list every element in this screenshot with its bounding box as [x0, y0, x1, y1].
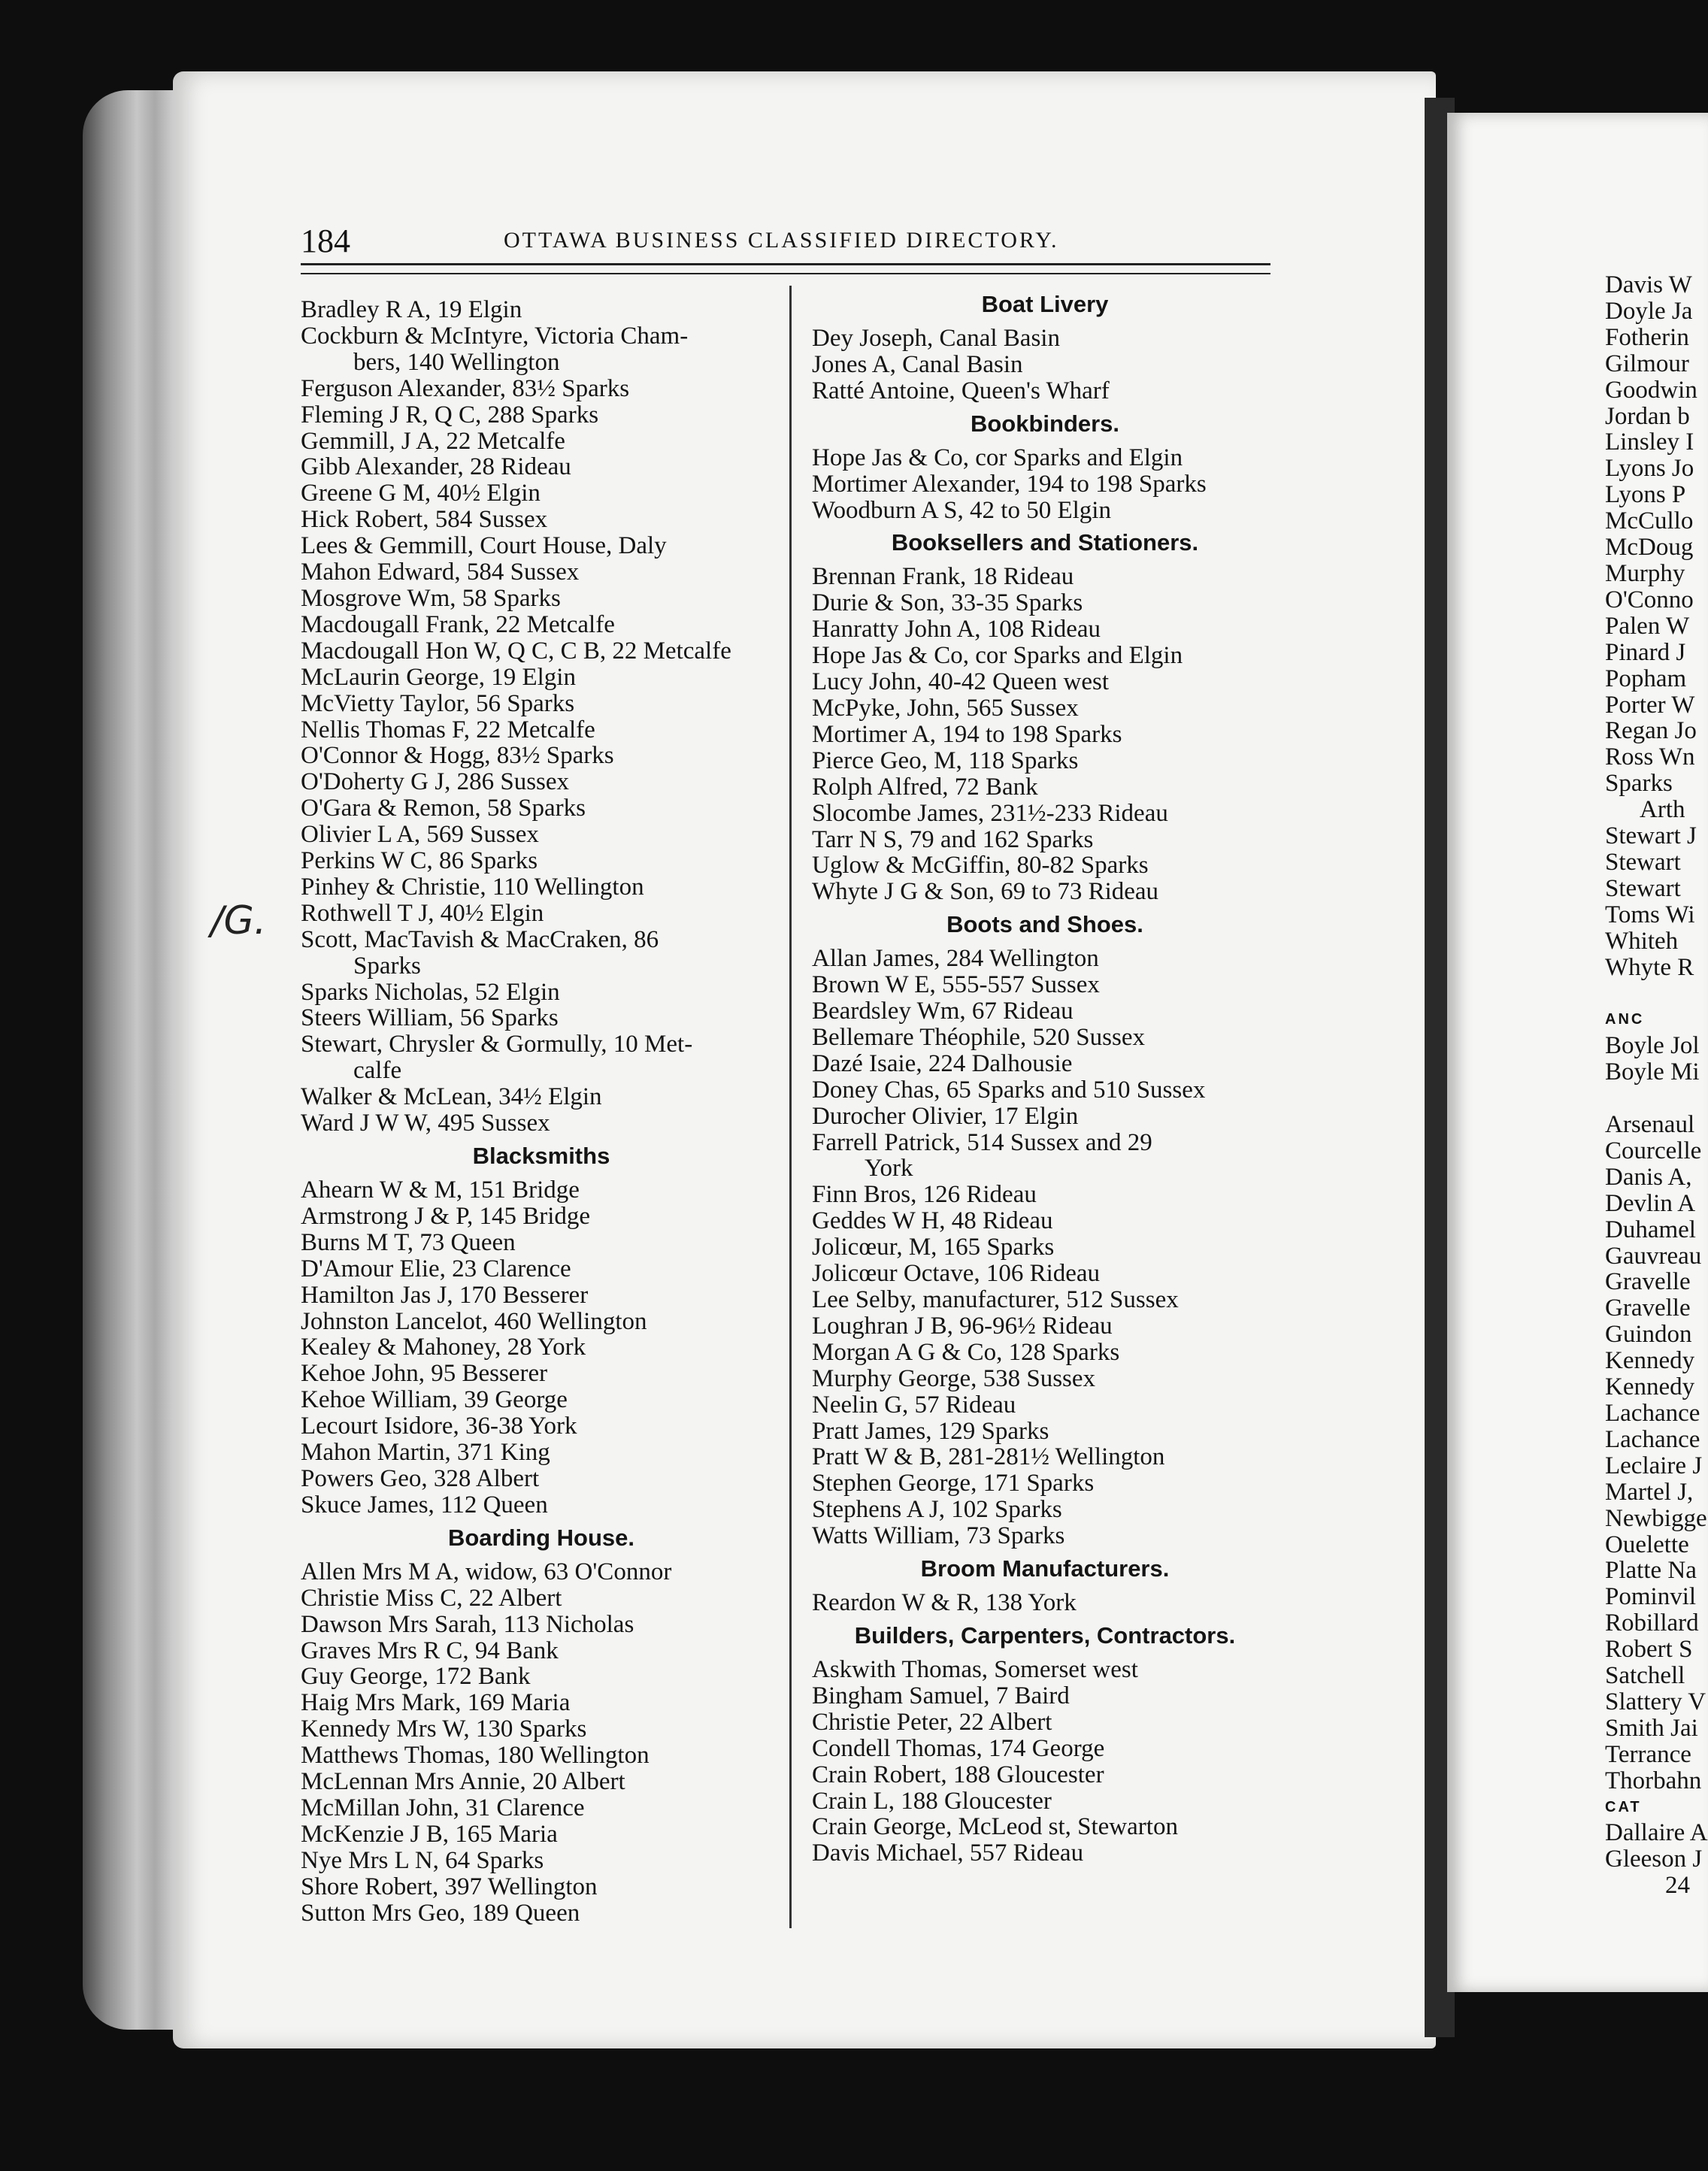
directory-entry: Geddes W H, 48 Rideau	[812, 1207, 1053, 1235]
facing-page-fragment: McDoug	[1605, 534, 1694, 562]
facing-page-fragment: Lyons Jo	[1605, 455, 1694, 483]
directory-entry: Lucy John, 40-42 Queen west	[812, 668, 1110, 696]
directory-entry: Sutton Mrs Geo, 189 Queen	[301, 1899, 580, 1927]
directory-entry: Hope Jas & Co, cor Sparks and Elgin	[812, 444, 1183, 471]
section-blacksmiths	[301, 1138, 782, 1518]
directory-entry: Davis Michael, 557 Rideau	[812, 1839, 1084, 1867]
directory-entry: Ferguson Alexander, 83½ Sparks	[301, 374, 630, 402]
directory-entry: Graves Mrs R C, 94 Bank	[301, 1637, 559, 1664]
facing-page-fragment: 24	[1665, 1872, 1690, 1900]
directory-entry: Durie & Son, 33-35 Sparks	[812, 589, 1083, 617]
directory-entry: Allen Mrs M A, widow, 63 O'Connor	[301, 1558, 672, 1585]
facing-page-fragment: Devlin A	[1605, 1189, 1696, 1217]
facing-page-fragment: Gravelle	[1605, 1268, 1691, 1296]
facing-page-fragment: Doyle Ja	[1605, 297, 1693, 325]
directory-entry: Kehoe William, 39 George	[301, 1386, 568, 1414]
section-heading: Boarding House.	[447, 1524, 634, 1551]
facing-page-fragment: Lyons P	[1605, 481, 1686, 509]
running-head	[301, 222, 1270, 259]
facing-page-fragment: Stewart	[1605, 874, 1681, 902]
right-column	[812, 291, 1278, 1867]
section-heading: Broom Manufacturers.	[920, 1555, 1170, 1582]
directory-entry: Scott, MacTavish & MacCraken, 86	[301, 925, 659, 953]
section-heading: Builders, Carpenters, Contractors.	[854, 1621, 1236, 1649]
directory-entry: McMillan John, 31 Clarence	[301, 1794, 585, 1821]
directory-entry: Gibb Alexander, 28 Rideau	[301, 453, 571, 481]
facing-page-fragment: Robert S	[1605, 1636, 1693, 1664]
section-heading: Bookbinders.	[970, 410, 1120, 437]
directory-entry: Slocombe James, 231½-233 Rideau	[812, 799, 1168, 827]
facing-page-fragment: Whiteh	[1605, 927, 1679, 955]
directory-entry: Loughran J B, 96-96½ Rideau	[812, 1312, 1113, 1340]
section-heading: Booksellers and Stationers.	[891, 529, 1199, 556]
directory-entry: McLennan Mrs Annie, 20 Albert	[301, 1768, 625, 1796]
section-builders	[812, 1618, 1278, 1867]
directory-entry: Lee Selby, manufacturer, 512 Sussex	[812, 1286, 1179, 1313]
directory-entry: Mahon Edward, 584 Sussex	[301, 559, 580, 586]
directory-entry: Rolph Alfred, 72 Bank	[812, 773, 1038, 801]
directory-entry: Ahearn W & M, 151 Bridge	[301, 1176, 580, 1204]
directory-entry: Matthews Thomas, 180 Wellington	[301, 1742, 650, 1770]
directory-entry: Askwith Thomas, Somerset west	[812, 1655, 1138, 1683]
directory-entry: Macdougall Hon W, Q C, C B, 22 Metcalfe	[301, 637, 731, 665]
directory-entry: Brown W E, 555-557 Sussex	[812, 971, 1100, 999]
facing-page-fragment	[1605, 980, 1708, 1007]
facing-page-fragment: Gilmour	[1605, 350, 1689, 377]
header-rule	[301, 263, 1270, 274]
directory-entry: Powers Geo, 328 Albert	[301, 1464, 540, 1492]
left-column	[301, 297, 782, 1926]
directory-entry: Pratt James, 129 Sparks	[812, 1417, 1049, 1445]
facing-page-fragment: Regan Jo	[1605, 717, 1697, 745]
directory-entry: Hamilton Jas J, 170 Besserer	[301, 1281, 589, 1309]
facing-page-fragment: Guindon	[1605, 1321, 1692, 1349]
directory-entry: Bingham Samuel, 7 Baird	[812, 1682, 1070, 1709]
facing-page-fragment: Stewart	[1605, 848, 1681, 876]
directory-entry: Crain George, McLeod st, Stewarton	[812, 1813, 1178, 1841]
directory-entry: bers, 140 Wellington	[353, 348, 560, 376]
handwritten-annotation: /G.	[210, 898, 267, 943]
directory-entry: Mahon Martin, 371 King	[301, 1439, 550, 1467]
facing-page-fragment: Whyte R	[1605, 953, 1694, 981]
section-bookbinders	[812, 406, 1278, 524]
facing-page-fragment: Pominvil	[1605, 1583, 1697, 1611]
directory-entry: McKenzie J B, 165 Maria	[301, 1820, 558, 1848]
facing-page-fragment: Dallaire A	[1605, 1819, 1708, 1847]
facing-page-fragment: Martel J,	[1605, 1478, 1694, 1506]
directory-entry: Jolicœur Octave, 106 Rideau	[812, 1260, 1101, 1288]
directory-entry: Macdougall Frank, 22 Metcalfe	[301, 610, 615, 638]
facing-page-fragment: O'Conno	[1605, 586, 1694, 613]
directory-entry: McLaurin George, 19 Elgin	[301, 663, 576, 691]
directory-entry: McPyke, John, 565 Sussex	[812, 694, 1079, 722]
directory-entry: Allan James, 284 Wellington	[812, 945, 1099, 973]
directory-entry: Guy George, 172 Bank	[301, 1663, 531, 1691]
facing-page-fragment: Fotherin	[1605, 323, 1689, 351]
directory-entry: Dawson Mrs Sarah, 113 Nicholas	[301, 1610, 634, 1638]
page-title: OTTAWA BUSINESS CLASSIFIED DIRECTORY.	[504, 228, 1059, 253]
facing-page-fragment	[1605, 1086, 1708, 1112]
directory-entry: Woodburn A S, 42 to 50 Elgin	[812, 496, 1111, 524]
facing-page-fragment: Terrance	[1605, 1740, 1691, 1768]
section-broom-manufacturers	[812, 1551, 1278, 1616]
directory-entry: Nellis Thomas F, 22 Metcalfe	[301, 716, 595, 743]
directory-entry: York	[865, 1155, 913, 1182]
section-booksellers	[812, 525, 1278, 905]
directory-entry: Condell Thomas, 174 George	[812, 1734, 1105, 1762]
facing-page-fragment: Smith Jai	[1605, 1714, 1698, 1742]
directory-entry: Fleming J R, Q C, 288 Sparks	[301, 401, 599, 428]
directory-entry: Murphy George, 538 Sussex	[812, 1364, 1096, 1392]
directory-entry: Pinhey & Christie, 110 Wellington	[301, 873, 644, 901]
directory-entry: Bradley R A, 19 Elgin	[301, 296, 522, 323]
facing-page-fragment: Courcelle	[1605, 1137, 1702, 1164]
facing-page-fragment: Davis W	[1605, 271, 1692, 298]
directory-entry: O'Gara & Remon, 58 Sparks	[301, 795, 586, 822]
column-divider	[789, 286, 792, 1928]
directory-entry: Christie Peter, 22 Albert	[812, 1708, 1052, 1736]
directory-entry: D'Amour Elie, 23 Clarence	[301, 1255, 571, 1282]
facing-page-fragment: Ouelette	[1605, 1531, 1689, 1558]
section-heading: Blacksmiths	[472, 1143, 610, 1169]
directory-entry: Jones A, Canal Basin	[812, 350, 1023, 378]
directory-entry: Watts William, 73 Sparks	[812, 1522, 1065, 1550]
facing-page-fragment: McCullo	[1605, 507, 1694, 535]
facing-page-fragment: Pinard J	[1605, 638, 1686, 666]
facing-page-fragment: Murphy	[1605, 559, 1685, 587]
directory-entry: Sparks	[353, 952, 421, 980]
directory-entry: Lecourt Isidore, 36-38 York	[301, 1413, 577, 1440]
directory-entry: Stephen George, 171 Sparks	[812, 1470, 1095, 1497]
directory-entry: Stephens A J, 102 Sparks	[812, 1496, 1062, 1524]
directory-entry: Kealey & Mahoney, 28 York	[301, 1334, 586, 1361]
section-boat-livery	[812, 286, 1278, 404]
directory-entry: Haig Mrs Mark, 169 Maria	[301, 1689, 571, 1717]
facing-page-fragment: Popham	[1605, 665, 1687, 692]
directory-entry: Skuce James, 112 Queen	[301, 1491, 548, 1518]
directory-entry: Hanratty John A, 108 Rideau	[812, 616, 1101, 643]
directory-entry: Walker & McLean, 34½ Elgin	[301, 1083, 602, 1111]
directory-entry: Perkins W C, 86 Sparks	[301, 847, 538, 875]
facing-page-fragment: Boyle Jol	[1605, 1032, 1700, 1060]
directory-entry: Olivier L A, 569 Sussex	[301, 821, 539, 849]
directory-entry: Ratté Antoine, Queen's Wharf	[812, 377, 1110, 404]
facing-page-fragment: Platte Na	[1605, 1557, 1697, 1585]
directory-entry: Reardon W & R, 138 York	[812, 1589, 1077, 1617]
facing-page-fragment: Slattery V	[1605, 1688, 1706, 1715]
directory-entry: Shore Robert, 397 Wellington	[301, 1873, 598, 1900]
directory-entry: Whyte J G & Son, 69 to 73 Rideau	[812, 878, 1159, 906]
directory-entry: Bellemare Théophile, 520 Sussex	[812, 1023, 1145, 1051]
directory-entry: Hick Robert, 584 Sussex	[301, 506, 548, 534]
facing-page-fragment: Ross Wn	[1605, 743, 1695, 771]
directory-entry: Sparks Nicholas, 52 Elgin	[301, 978, 560, 1006]
directory-entry: Kehoe John, 95 Besserer	[301, 1360, 548, 1388]
directory-entry: Mortimer Alexander, 194 to 198 Sparks	[812, 470, 1207, 498]
directory-entry: Pratt W & B, 281-281½ Wellington	[812, 1443, 1165, 1471]
facing-page-fragment: Lachance	[1605, 1425, 1700, 1453]
facing-page-fragment: Sparks	[1605, 770, 1673, 798]
facing-page-fragment: Gravelle	[1605, 1294, 1691, 1322]
directory-entry: Dey Joseph, Canal Basin	[812, 325, 1060, 352]
directory-entry: Jolicœur, M, 165 Sparks	[812, 1234, 1055, 1261]
facing-page-fragment: CAT	[1605, 1798, 1642, 1815]
facing-page-fragment: ANC	[1605, 1011, 1645, 1028]
facing-page-fragment: Satchell	[1605, 1662, 1685, 1690]
section-lawyers-continued	[301, 297, 782, 1137]
directory-entry: Rothwell T J, 40½ Elgin	[301, 899, 544, 927]
facing-page-fragment: Duhamel	[1605, 1216, 1696, 1243]
directory-entry: Beardsley Wm, 67 Rideau	[812, 998, 1074, 1025]
facing-page-fragment: Stewart J	[1605, 822, 1697, 850]
directory-entry: Lees & Gemmill, Court House, Daly	[301, 532, 667, 560]
directory-entry: Johnston Lancelot, 460 Wellington	[301, 1307, 647, 1335]
directory-entry: Farrell Patrick, 514 Sussex and 29	[812, 1128, 1152, 1156]
section-heading: Boat Livery	[981, 291, 1109, 317]
directory-entry: Tarr N S, 79 and 162 Sparks	[812, 825, 1094, 853]
facing-page-fragment: Newbigge	[1605, 1504, 1707, 1532]
facing-page-fragment: Linsley I	[1605, 428, 1694, 456]
directory-entry: Brennan Frank, 18 Rideau	[812, 563, 1074, 591]
facing-page-fragment: Arsenaul	[1605, 1111, 1695, 1138]
facing-page-fragment: Goodwin	[1605, 376, 1697, 404]
facing-page-fragment: Lachance	[1605, 1399, 1700, 1427]
directory-entry: O'Connor & Hogg, 83½ Sparks	[301, 742, 614, 770]
directory-entry: Mosgrove Wm, 58 Sparks	[301, 584, 561, 612]
facing-page-fragment: Gauvreau	[1605, 1242, 1702, 1270]
section-heading: Boots and Shoes.	[946, 911, 1143, 938]
facing-page-fragment: Jordan b	[1605, 402, 1690, 430]
directory-entry: Dazé Isaie, 224 Dalhousie	[812, 1049, 1073, 1077]
directory-entry: Christie Miss C, 22 Albert	[301, 1584, 562, 1612]
directory-entry: Hope Jas & Co, cor Sparks and Elgin	[812, 642, 1183, 670]
section-boots-and-shoes	[812, 907, 1278, 1549]
facing-page-fragment: Danis A,	[1605, 1163, 1692, 1191]
facing-page-fragment: Robillard	[1605, 1609, 1699, 1637]
facing-page-fragments	[1605, 272, 1708, 1899]
directory-entry: Morgan A G & Co, 128 Sparks	[812, 1338, 1120, 1366]
facing-page-fragment: Kennedy	[1605, 1347, 1695, 1375]
directory-entry: Uglow & McGiffin, 80-82 Sparks	[812, 852, 1149, 880]
directory-entry: Kennedy Mrs W, 130 Sparks	[301, 1715, 587, 1743]
directory-entry: Neelin G, 57 Rideau	[812, 1391, 1016, 1419]
directory-entry: Nye Mrs L N, 64 Sparks	[301, 1846, 544, 1874]
directory-entry: Gemmill, J A, 22 Metcalfe	[301, 427, 565, 455]
directory-entry: Doney Chas, 65 Sparks and 510 Sussex	[812, 1076, 1206, 1104]
facing-page-fragment: Palen W	[1605, 612, 1690, 640]
directory-entry: Finn Bros, 126 Rideau	[812, 1181, 1037, 1209]
directory-entry: Crain L, 188 Gloucester	[812, 1787, 1052, 1815]
directory-entry: McVietty Taylor, 56 Sparks	[301, 689, 575, 717]
directory-entry: Armstrong J & P, 145 Bridge	[301, 1202, 591, 1230]
directory-entry: Steers William, 56 Sparks	[301, 1004, 559, 1032]
facing-page-fragment: Thorbahn	[1605, 1767, 1702, 1794]
facing-page-fragment: Boyle Mi	[1605, 1058, 1700, 1086]
directory-entry: Pierce Geo, M, 118 Sparks	[812, 746, 1079, 774]
facing-page-fragment: Arth	[1640, 796, 1685, 824]
facing-page-fragment: Toms Wi	[1605, 901, 1695, 928]
page-number: 184	[301, 223, 350, 259]
facing-page-fragment: Porter W	[1605, 691, 1695, 719]
directory-entry: Stewart, Chrysler & Gormully, 10 Met-	[301, 1031, 693, 1058]
facing-page-fragment: Kennedy	[1605, 1373, 1695, 1401]
facing-page-fragment: Gleeson J	[1605, 1846, 1703, 1873]
directory-entry: Crain Robert, 188 Gloucester	[812, 1761, 1104, 1788]
directory-entry: Ward J W W, 495 Sussex	[301, 1110, 550, 1137]
directory-entry: Durocher Olivier, 17 Elgin	[812, 1102, 1079, 1130]
section-boarding-house	[301, 1520, 782, 1927]
facing-page-fragment: Leclaire J	[1605, 1452, 1703, 1479]
directory-entry: Cockburn & McIntyre, Victoria Cham-	[301, 322, 689, 350]
directory-entry: O'Doherty G J, 286 Sussex	[301, 768, 570, 796]
directory-entry: Burns M T, 73 Queen	[301, 1228, 516, 1256]
directory-entry: Greene G M, 40½ Elgin	[301, 480, 541, 507]
directory-entry: Mortimer A, 194 to 198 Sparks	[812, 720, 1122, 748]
directory-entry: calfe	[353, 1057, 402, 1085]
